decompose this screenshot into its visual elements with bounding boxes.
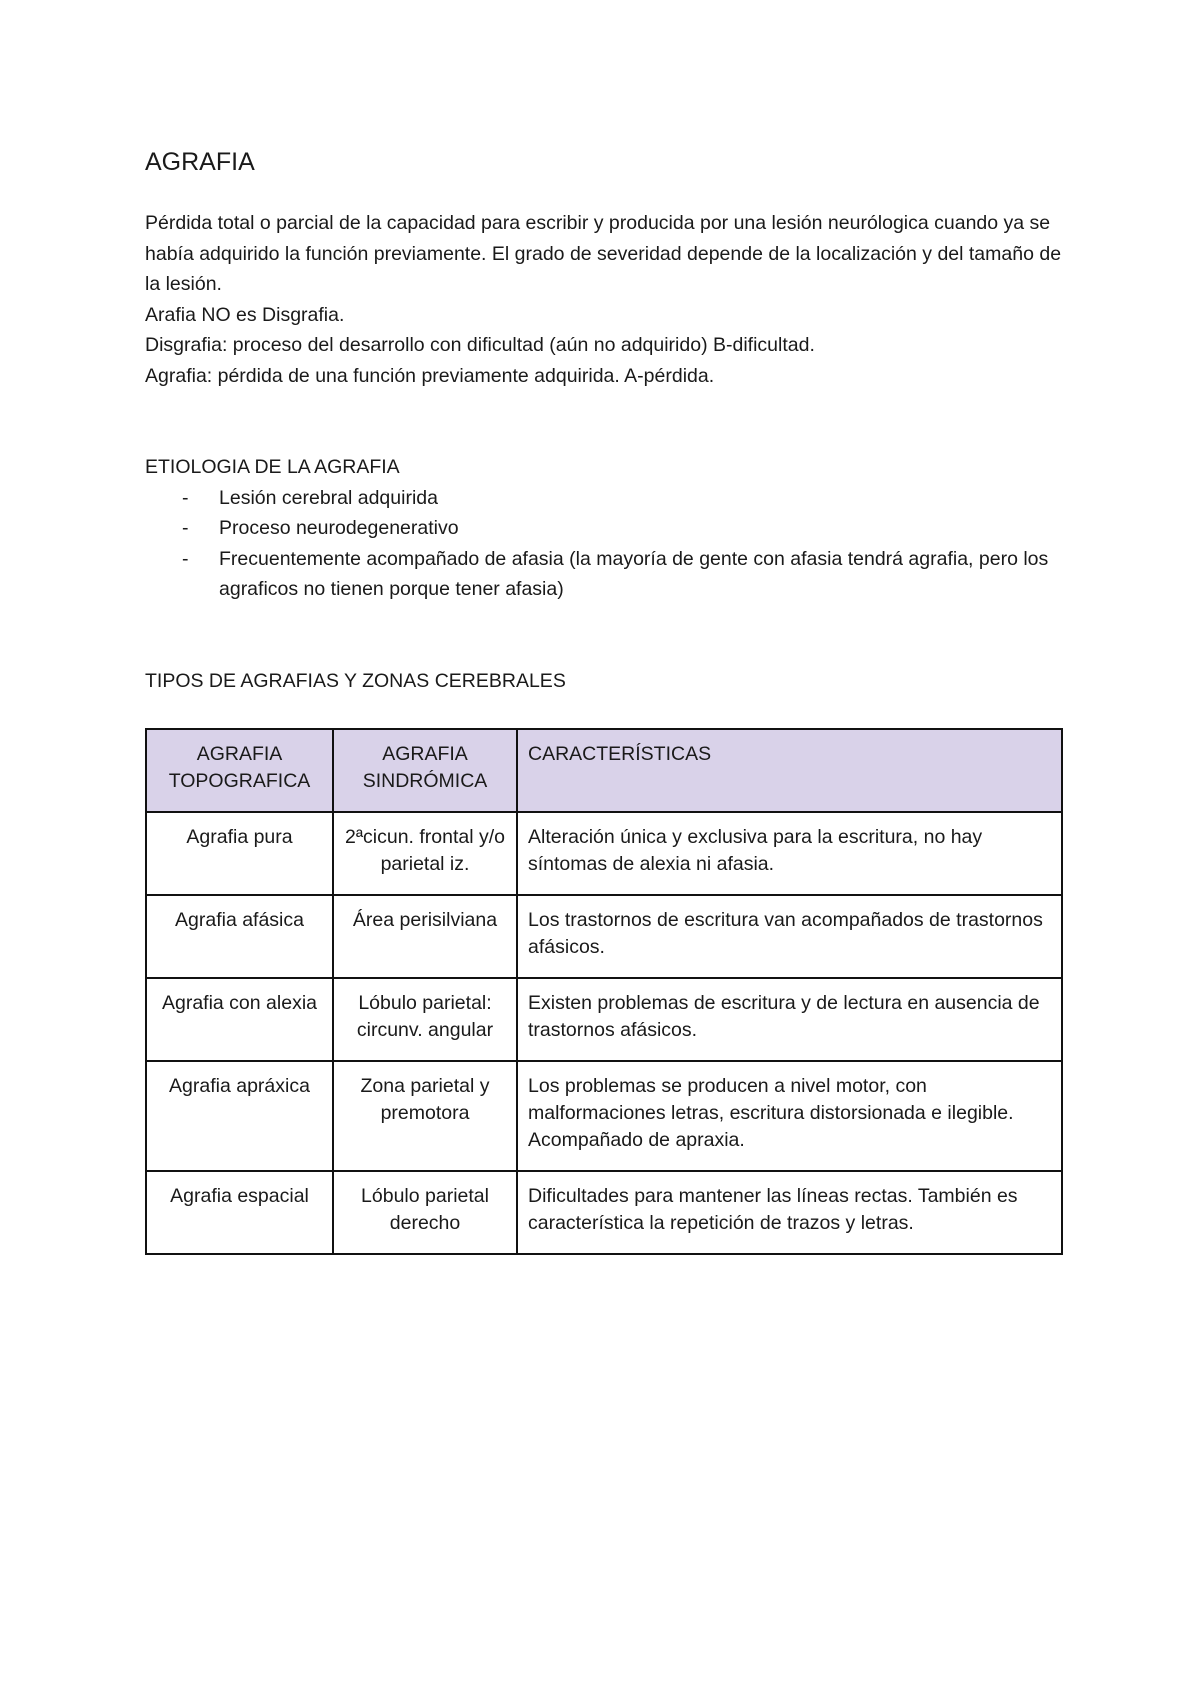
table-row — [146, 1061, 1062, 1171]
table-cell: Agrafia afásica — [146, 895, 333, 978]
intro-section — [145, 208, 1065, 391]
table-cell: Zona parietal y premotora — [333, 1061, 517, 1171]
tipos-section — [145, 666, 1065, 1256]
table-row — [146, 895, 1062, 978]
list-item-text: Frecuentemente acompañado de afasia (la mayoría de gente con afasia tendrá agrafia, pero los agraficos no tienen porque tener afasia) — [219, 547, 1049, 600]
column-header-sindromica: AGRAFIA SINDRÓMICA — [333, 729, 517, 812]
etiologia-list — [145, 483, 1065, 605]
table-row — [146, 978, 1062, 1061]
table-cell: Los problemas se producen a nivel motor, con malformaciones letras, escritura distorsionada e ilegible. Acompañado de apraxia. — [517, 1061, 1062, 1171]
dash-bullet: - — [182, 486, 189, 509]
table-cell: Existen problemas de escritura y de lectura en ausencia de trastornos afásicos. — [517, 978, 1062, 1061]
agrafia-table — [145, 728, 1063, 1255]
table-cell: Área perisilviana — [333, 895, 517, 978]
table-cell: Agrafia con alexia — [146, 978, 333, 1061]
intro-line: Agrafia: pérdida de una función previamente adquirida. A-pérdida. — [145, 364, 715, 387]
table-cell: Los trastornos de escritura van acompañados de trastornos afásicos. — [517, 895, 1062, 978]
table-cell: Lóbulo parietal: circunv. angular — [333, 978, 517, 1061]
etiologia-section — [145, 452, 1065, 605]
etiologia-heading: ETIOLOGIA DE LA AGRAFIA — [145, 456, 400, 478]
table-cell: Dificultades para mantener las líneas rectas. También es característica la repetición de trazos y letras. — [517, 1171, 1062, 1254]
table-cell: Agrafia pura — [146, 812, 333, 895]
column-header-caracteristicas: CARACTERÍSTICAS — [517, 729, 1062, 812]
column-header-topografica: AGRAFIA TOPOGRAFICA — [146, 729, 333, 812]
table-row — [146, 1171, 1062, 1254]
table-cell: Agrafia espacial — [146, 1171, 333, 1254]
tipos-heading: TIPOS DE AGRAFIAS Y ZONAS CEREBRALES — [145, 669, 566, 692]
intro-line: Arafia NO es Disgrafia. — [145, 303, 345, 326]
intro-line: Disgrafia: proceso del desarrollo con dificultad (aún no adquirido) B-dificultad. — [145, 334, 815, 356]
document-page — [145, 148, 1065, 1255]
table-cell: Lóbulo parietal derecho — [333, 1171, 517, 1254]
table-cell: 2ªcicun. frontal y/o parietal iz. — [333, 812, 517, 895]
document-title: AGRAFIA — [145, 148, 255, 176]
list-item — [145, 483, 1065, 514]
list-item-text: Proceso neurodegenerativo — [219, 517, 459, 539]
list-item — [145, 544, 1065, 605]
table-header-row — [146, 729, 1062, 812]
dash-bullet: - — [182, 517, 189, 539]
list-item — [145, 513, 1065, 544]
dash-bullet: - — [182, 547, 189, 570]
list-item-text: Lesión cerebral adquirida — [219, 486, 438, 509]
intro-paragraph: Pérdida total o parcial de la capacidad para escribir y producida por una lesión neurólogica cuando ya se había adquirido la función previamente. El grado de severidad depende de la localización y del tamaño de la lesión. — [145, 212, 1062, 295]
table-cell: Alteración única y exclusiva para la escritura, no hay síntomas de alexia ni afasia. — [517, 812, 1062, 895]
table-cell: Agrafia apráxica — [146, 1061, 333, 1171]
table-row — [146, 812, 1062, 895]
